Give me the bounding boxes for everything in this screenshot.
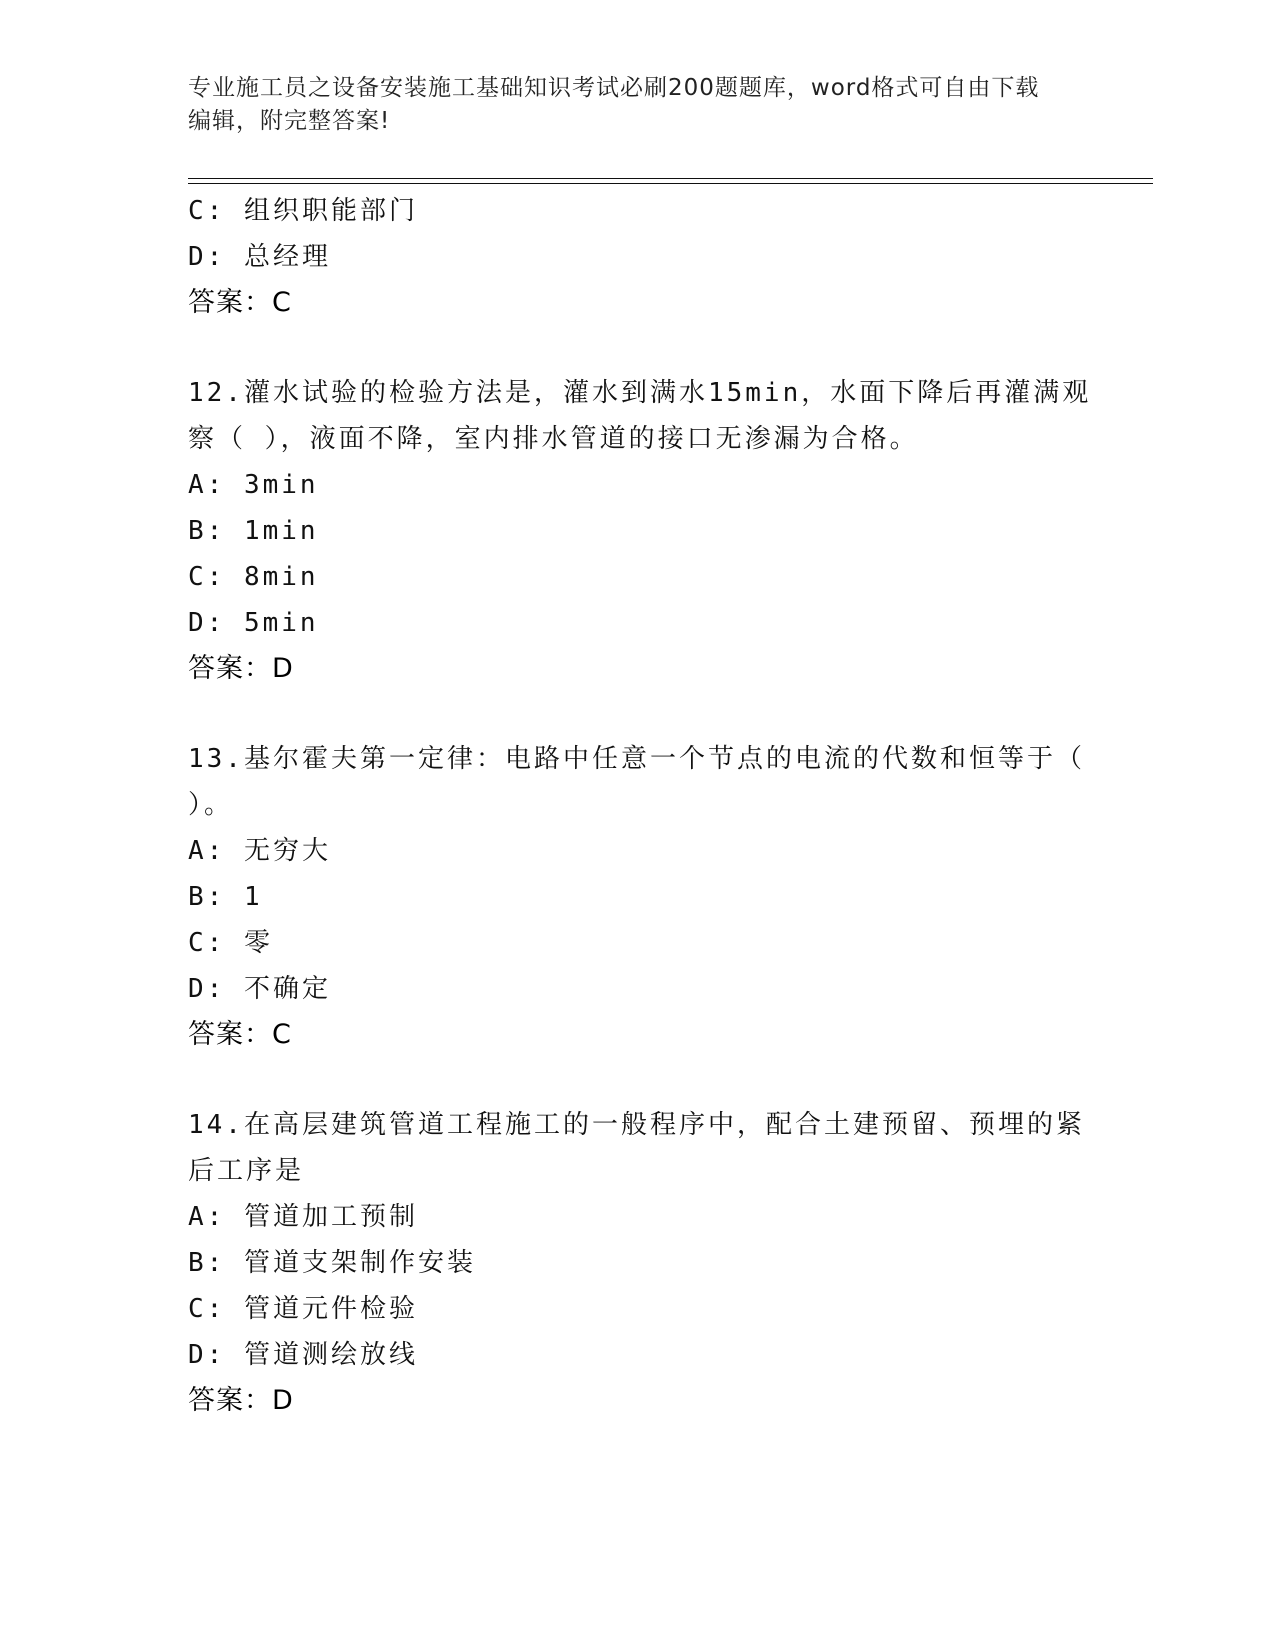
option-b: B: 管道支架制作安装 (188, 1248, 476, 1278)
answer: 答案：C (188, 1019, 292, 1050)
question-list (188, 188, 1092, 1424)
question-12 (188, 370, 1092, 692)
option-c: C: 管道元件检验 (188, 1294, 418, 1324)
option-d: D: 不确定 (188, 974, 331, 1004)
spacer (188, 326, 1088, 370)
option-b: B: 1min (188, 516, 319, 546)
option-b: B: 1 (188, 882, 263, 912)
header-divider-bottom (188, 183, 1153, 184)
option-d: D: 5min (188, 608, 319, 638)
header-divider-top (188, 178, 1153, 179)
spacer (188, 692, 1088, 736)
option-c: C: 8min (188, 562, 319, 592)
header-line-1: 专业施工员之设备安装施工基础知识考试必刷200题题库，word格式可自由下载 (188, 75, 1040, 101)
question-text-line-2: ）。 (188, 790, 234, 820)
option-d: D: 总经理 (188, 242, 331, 272)
question-text-line-1: 12.灌水试验的检验方法是，灌水到满水15min，水面下降后再灌满观 (188, 378, 1092, 408)
document-header (188, 72, 1088, 138)
question-text-line-2: 后工序是 (188, 1156, 305, 1186)
question-text-line-2: 察（ ），液面不降，室内排水管道的接口无渗漏为合格。 (188, 424, 919, 454)
answer: 答案：D (188, 653, 294, 684)
option-a: A: 管道加工预制 (188, 1202, 418, 1232)
header-line-2: 编辑，附完整答案! (188, 108, 391, 134)
option-a: A: 无穷大 (188, 836, 331, 866)
question-11-tail (188, 188, 1088, 326)
option-a: A: 3min (188, 470, 319, 500)
answer: 答案：D (188, 1385, 294, 1416)
question-14 (188, 1102, 1088, 1424)
option-c: C: 组织职能部门 (188, 196, 418, 226)
question-13 (188, 736, 1088, 1058)
option-c: C: 零 (188, 928, 273, 958)
option-d: D: 管道测绘放线 (188, 1340, 418, 1370)
question-text-line-1: 14.在高层建筑管道工程施工的一般程序中，配合土建预留、预埋的紧 (188, 1110, 1085, 1140)
question-text-line-1: 13.基尔霍夫第一定律：电路中任意一个节点的电流的代数和恒等于（ (188, 744, 1085, 774)
spacer (188, 1058, 1088, 1102)
answer: 答案：C (188, 287, 292, 318)
